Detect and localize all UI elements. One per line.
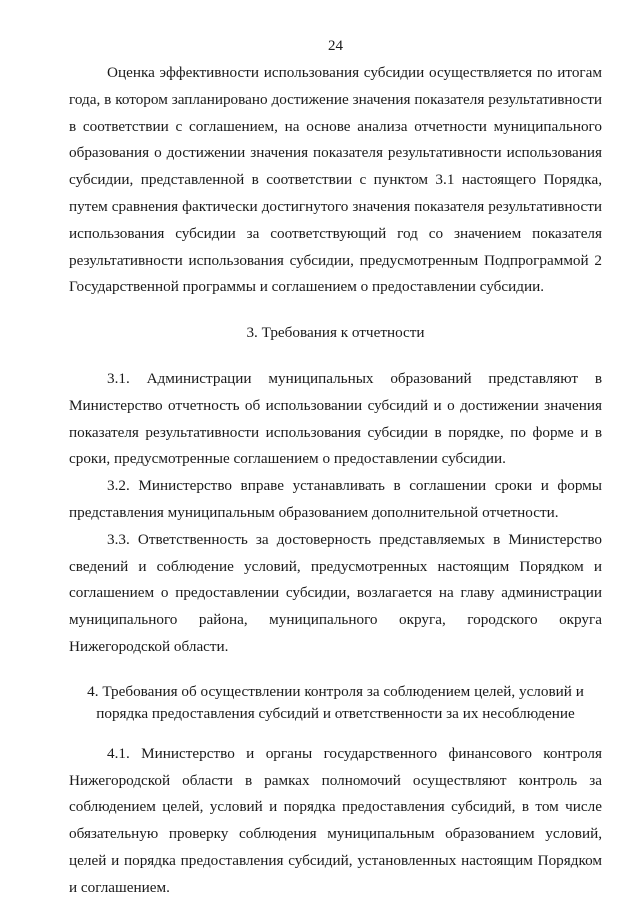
paragraph-4-1: 4.1. Министерство и органы государственного финансового контроля Нижегородской области в рамках полномочий осуществляют контроль за соблюдением целей, условий и порядка предоставления субсидий, в том числе обязательную проверку соблюдения муниципальным образованием условий, целей и порядка предоставления субсидий, установленных настоящим Порядком и соглашением. xyxy=(69,744,602,896)
paragraph-efficiency-evaluation: Оценка эффективности использования субсидии осуществляется по итогам года, в котором запланировано достижение значения показателя результативности в соответствии с соглашением, на основе анализа отчетности муниципального образования о достижении значения показателя результативности использования субсидии, представленной в соответствии с пунктом 3.1 настоящего Порядка, путем сравнения фактически достигнутого значения показателя результативности использования субсидии за соответствующий год со значением показателя результативности использования субсидии, предусмотренным Подпрограммой 2 Государственной программы и соглашением о предоставлении субсидии. xyxy=(69,64,602,296)
paragraph-3-3: 3.3. Ответственность за достоверность представляемых в Министерство сведений и соблюдение условий, предусмотренных настоящим Порядком и соглашением о предоставлении субсидии, возлагается на главу администрации муниципального района, муниципального округа, городского округа Нижегородской области. xyxy=(69,530,602,655)
document-body xyxy=(69,60,602,902)
paragraph-3-2: 3.2. Министерство вправе устанавливать в соглашении сроки и формы представления муниципальным образованием дополнительной отчетности. xyxy=(69,477,602,521)
section-4-heading: 4. Требования об осуществлении контроля за соблюдением целей, условий и порядка предоставления субсидий и ответственности за их несоблюдение xyxy=(87,682,584,722)
paragraph-3-1: 3.1. Администрации муниципальных образований представляют в Министерство отчетность об использовании субсидий и о достижении значения показателя результативности использования субсидии в порядке, по форме и в сроки, предусмотренные соглашением о предоставлении субсидии. xyxy=(69,369,602,468)
section-3-heading: 3. Требования к отчетности xyxy=(246,324,425,342)
page-number: 24 xyxy=(328,38,343,54)
